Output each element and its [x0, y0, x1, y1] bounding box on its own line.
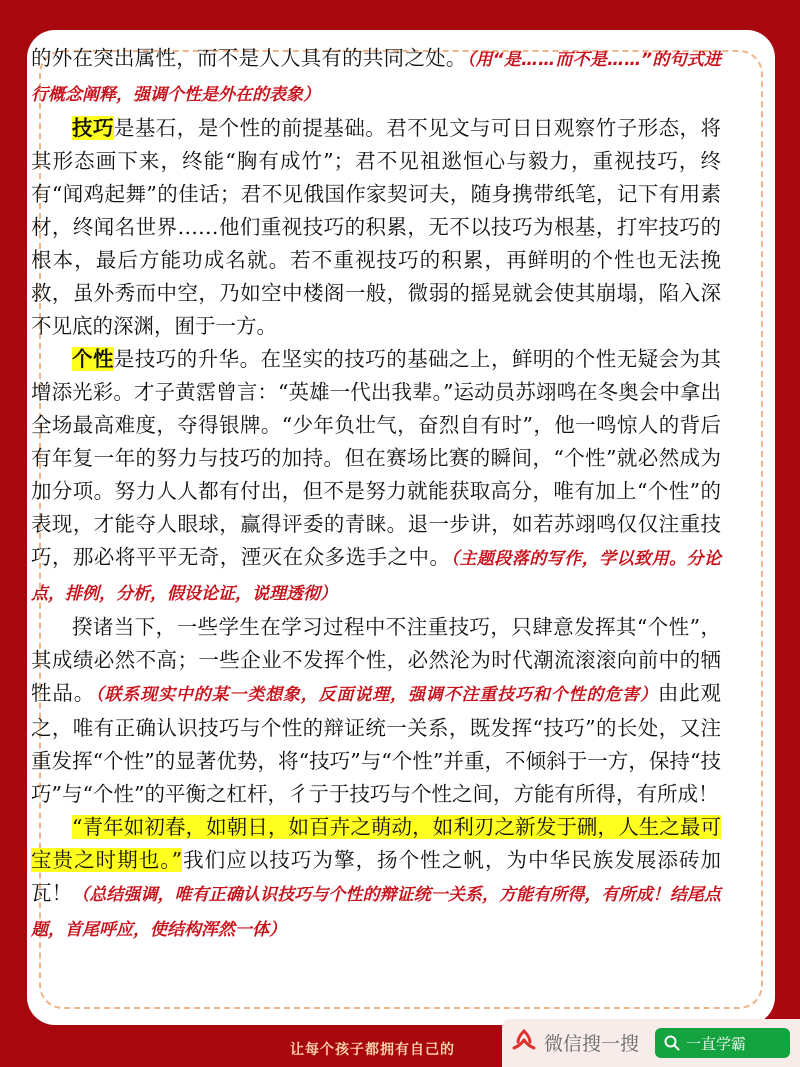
paragraph-text: 的外在突出属性，而不是人人具有的共同之处。	[31, 46, 467, 70]
paragraph-conclusion	[31, 811, 721, 947]
paragraph-personality	[31, 343, 721, 611]
paragraph-intro-tail	[31, 42, 721, 112]
annotation-note: （用“是……而不是……”的句式进行概念阐释，强调个性是外在的表象）	[31, 50, 721, 105]
search-icon[interactable]	[664, 1035, 680, 1051]
paragraph-text: 我们应以技巧为擎，扬个性之帆，为中华民族发展添砖加瓦！	[31, 848, 722, 905]
paragraph-text: 是技巧的升华。在坚实的技巧的基础之上，鲜明的个性无疑会为其增添光彩。才子黄霑曾言：“英雄一代出我辈。”运动员苏翊鸣在冬奥会中拿出全场最高难度，夺得银牌。“少年负壮气，奋烈自有时”，他一鸣惊人的背后有年复一年的努力与技巧的加持。但在赛场比赛的瞬间，“个性”就必然成为加分项。努力人人都有付出，但不是努力就能获取高分，唯有加上“个性”的表现，才能夺人眼球，赢得评委的青睐。退一步讲，如若苏翊鸣仅仅注重技巧，那必将平平无奇，湮灭在众多选手之中。	[31, 347, 722, 569]
watermark-text: 微信搜一搜	[544, 1033, 640, 1055]
keyword-highlight: 个性	[72, 347, 114, 371]
quote-highlight: “青年如初春，如朝日，如百卉之萌动，如利刃之新发于硎，人生之最可宝贵之时期也。”	[31, 815, 721, 872]
paragraph-skill	[31, 112, 721, 343]
wechat-search-logo-icon	[510, 1028, 538, 1056]
annotation-note: （总结强调，唯有正确认识技巧与个性的辩证统一关系，方能有所得，有所成！结尾点题，首尾呼应，使结构浑然一体）	[31, 885, 722, 940]
paragraph-reality	[31, 611, 721, 811]
annotation-note: （主题段落的写作，学以致用。分论点，排例，分析，假设论证，说理透彻）	[31, 549, 722, 604]
footer-slogan: 让每个孩子都拥有自己的	[290, 1042, 455, 1058]
paragraph-text: 揆诸当下，一些学生在学习过程中不注重技巧，只肆意发挥其“个性”，其成绩必然不高；一些企业不发挥个性，必然沦为时代潮流滚滚向前中的牺牲品。	[31, 615, 721, 705]
annotation-note: （联系现实中的某一类想象，反面说理，强调不注重技巧和个性的危害）	[95, 685, 658, 705]
keyword-highlight: 技巧	[72, 116, 114, 140]
paragraph-text: 由此观之，唯有正确认识技巧与个性的辩证统一关系，既发挥“技巧”的长处，又注重发挥“个性”的显著优势，将“技巧”与“个性”并重，不倾斜于一方，保持“技巧”与“个性”的平衡之杠杆，彳亍于技巧与个性之间，方能有所得，有所成！	[31, 681, 722, 806]
essay-body	[31, 42, 721, 947]
paragraph-text: 是基石，是个性的前提基础。君不见文与可日日观察竹子形态，将其形态画下来，终能“胸有成竹”；君不见祖逖恒心与毅力，重视技巧，终有“闻鸡起舞”的佳话；君不见俄国作家契诃夫，随身携带纸笔，记下有用素材，终闻名世界……他们重视技巧的积累，无不以技巧为根基，打牢技巧的根本，最后方能功成名就。若不重视技巧的积累，再鲜明的个性也无法挽救，虽外秀而中空，乃如空中楼阁一般，微弱的摇晃就会使其崩塌，陷入深不见底的深渊，囿于一方。	[31, 116, 722, 338]
search-pill-label[interactable]: 一直学霸	[686, 1035, 747, 1053]
